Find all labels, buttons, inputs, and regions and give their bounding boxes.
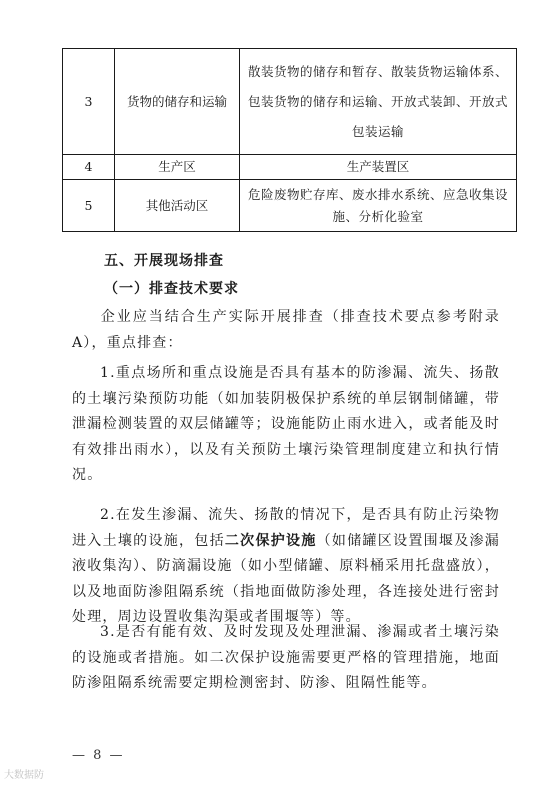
paragraph-intro [72,305,500,356]
table-row [63,49,517,155]
row-number: 5 [63,180,115,232]
paragraph-text: 2.在发生渗漏、流失、扬散的情况下，是否具有防止污染物进入土壤的设施，包括 [72,507,500,549]
paragraph-text: 3.是否有能有效、及时发现及处理泄漏、渗漏或者土壤污染的设施或者措施。如二次保护设施需要更严格的管理措施，地面防渗阻隔系统需要定期检测密封、防渗、阻隔性能等。 [72,624,500,691]
paragraph-text: （如储罐区设置围堰及渗漏液收集沟）、防滴漏设施（如小型储罐、原料桶采用托盘盛放），以及地面防渗阻隔系统（指地面做防渗处理，各连接处进行密封处理，周边设置收集沟渠或者围堰等）等。 [72,532,500,625]
section-heading: 五、开展现场排查 [104,253,224,269]
paragraph-item-3 [72,620,500,697]
row-number: 3 [63,49,115,155]
paragraph-text: 企业应当结合生产实际开展排查（排查技术要点参考附录A），重点排查： [72,309,500,351]
facilities-cell: 散装货物的储存和暂存、散装货物运输体系、包装货物的储存和运输、开放式装卸、开放式包装运输 [240,49,517,155]
paragraph-item-2 [72,503,500,631]
area-name: 其他活动区 [115,180,240,232]
emphasis-text: 二次保护设施 [224,532,317,549]
area-name: 生产区 [115,155,240,180]
facility-table [62,48,517,232]
table-row [63,155,517,180]
table-row [63,180,517,232]
subsection-heading: （一）排查技术要求 [104,281,239,297]
facilities-cell: 危险废物贮存库、废水排水系统、应急收集设施、分析化验室 [240,180,517,232]
facilities-cell: 生产装置区 [240,155,517,180]
watermark: 大数据防 [4,770,44,781]
area-name: 货物的储存和运输 [115,49,240,155]
row-number: 4 [63,155,115,180]
page-number: — 8 — [72,748,125,763]
paragraph-text: 1.重点场所和重点设施是否具有基本的防渗漏、流失、扬散的土壤污染预防功能（如加装阴极保护系统的单层钢制储罐，带泄漏检测装置的双层储罐等；设施能防止雨水进入，或者能及时有效排出雨水），以及有关预防土壤污染管理制度建立和执行情况。 [72,365,500,483]
paragraph-item-1 [72,361,500,489]
